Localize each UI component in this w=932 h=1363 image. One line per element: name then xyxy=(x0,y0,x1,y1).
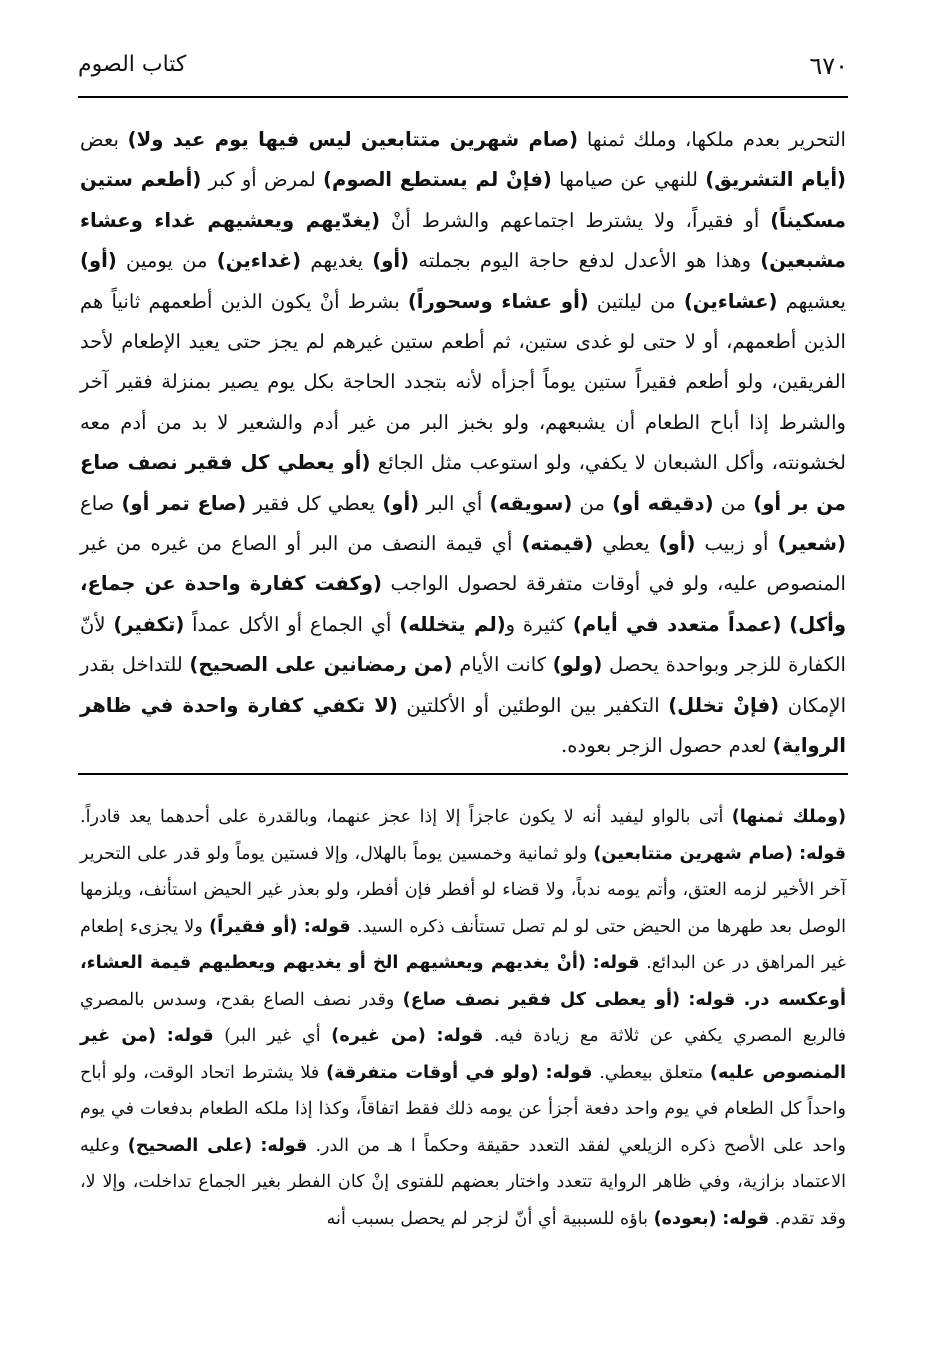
main-text-run: للتداخل بقدر الإمكان xyxy=(80,653,847,717)
footnote-bold-run: (من غير المنصوص عليه) xyxy=(80,1026,846,1083)
main-text-bold-run: (أو عشاء وسحوراً) xyxy=(407,289,589,313)
footnote-run: ولو ثمانية وخمسين يوماً بالهلال، وإلا فستين يوماً ولو قدر على التحرير آخر الأخير لزمه العتق، وأتم يومه ندباً، ولا قضاء لو أفطر فإن أفطر، ولو بعذر غير الحيض استأنف، ويلزمها الوصل بعد طهرها من الحيض حتى لو لم تصل تستأنف ذكره السيد. xyxy=(80,843,847,937)
footnote-run: أتى بالواو ليفيد أنه لا يكون عاجزاً إلا إذا عجز عنهما، وبالقدرة على أحدهما يعد قادراً. xyxy=(80,807,732,827)
main-text-bold-run: (أطعم ستين مسكيناً) xyxy=(80,168,846,232)
main-text-bold-run: (شعير) xyxy=(777,532,846,556)
main-text-bold-run: (غداءين) xyxy=(216,249,302,273)
main-text-bold-run: (فإنْ لم يستطع الصوم) xyxy=(323,168,552,192)
main-text-run: التحرير بعدم ملكها، وملك ثمنها xyxy=(578,128,847,151)
main-text-run: أي قيمة النصف من البر أو الصاع من غيره من غير المنصوص عليه، ولو في أوقات متفرقة لحصول الواجب xyxy=(80,532,846,596)
footnote-run: فلا يشترط اتحاد الوقت، ولو أباح واحداً كل الطعام في يوم واحد دفعة أجزأ عن يومه ذلك فقط اتفاقاً، وكذا إذا ملكه الطعام بدفعات في يوم واحد على الأصح ذكره الزيلعي لفقد التعدد حقيقة وحكماً ا هـ من الدر. xyxy=(80,1062,846,1156)
footnote-bold-run: قوله: xyxy=(722,1208,770,1229)
main-text-run: يعشيهم xyxy=(777,289,846,313)
footnote-run xyxy=(735,990,743,1010)
main-text-bold-run: (سويقه) xyxy=(489,491,573,515)
footnote-run: وعليه الاعتماد بزازية، وفي ظاهر الرواية تتعدد واختار بعضهم للفتوى إنْ كان الفطر بغير الجماع تداخلت، وإلا لا، وقد تقدم. xyxy=(80,1135,846,1229)
main-text-run: يغديهم xyxy=(301,249,373,273)
main-text-run: أي البر xyxy=(419,491,490,515)
footnote-bold-run: قوله: xyxy=(592,953,640,973)
footnote-run xyxy=(539,1063,546,1083)
main-text-run: أو فقيراً، ولا يشترط اجتماعهم والشرط أنْ xyxy=(380,208,771,232)
main-text-bold-run: (من رمضانين على الصحيح) xyxy=(189,653,453,677)
main-text-run: يعطي كل فقير xyxy=(246,491,383,515)
main-text-bold-run: (عمداً متعدد في أيام) xyxy=(572,612,782,636)
footnote-run: باؤه للسببية أي أنّ لزجر لم يحصل بسبب أنه xyxy=(326,1208,654,1229)
main-text-run: لمرض أو كبر xyxy=(201,168,324,192)
footnote-bold-run: (بعوده) xyxy=(653,1208,717,1229)
footnote-bold-run: (من غيره) xyxy=(331,1026,426,1046)
footnote-bold-run: قوله: xyxy=(260,1135,308,1156)
main-text-run: أو زبيب xyxy=(695,532,778,556)
main-text-bold-run: (أو) xyxy=(658,532,696,556)
main-text-run: لعدم حصول الزجر بعوده. xyxy=(561,734,773,758)
main-text-bold-run: (قيمته) xyxy=(521,532,594,556)
footnote-bold-run: قوله: xyxy=(688,989,736,1010)
main-text-bold-run: (أيام التشريق) xyxy=(705,168,846,192)
main-text-run: وهذا هو الأعدل لدفع حاجة اليوم بجملته xyxy=(409,249,761,273)
main-text-run: كانت الأيام xyxy=(452,653,553,677)
main-text-run: التكفير بين الوطئين أو الأكلتين xyxy=(397,693,669,717)
main-text-run: بعض xyxy=(80,128,128,151)
book-title: كتاب الصوم xyxy=(78,52,187,77)
main-text-run: من يومين xyxy=(116,249,217,273)
main-text-run: من xyxy=(713,491,754,515)
footnote-run: أي غير البر) xyxy=(213,1026,332,1046)
main-text-run: يعطي xyxy=(593,532,659,556)
footnote-bold-run: (أو فقيراً) xyxy=(209,916,298,937)
footnote-run xyxy=(586,953,593,973)
main-text-bold-run: (أو) xyxy=(80,249,117,273)
main-text-bold-run: (وكفت كفارة واحدة عن جماع، وأكل) xyxy=(80,572,847,636)
header-divider xyxy=(78,96,848,98)
footnote-bold-run: (ولو في أوقات متفرقة) xyxy=(326,1062,539,1083)
main-text-run: أي الجماع أو الأكل عمداً xyxy=(184,612,400,636)
footnote-bold-run: قوله: xyxy=(436,1026,484,1046)
main-text-run: من xyxy=(572,491,613,515)
main-text-run: لأنّ الكفارة للزجر وبواحدة يحصل xyxy=(80,612,846,677)
footnote-run: متعلق بيعطي. xyxy=(592,1062,710,1083)
footnote-bold-run: (أنْ يغديهم ويعشيهم الخ أو يغديهم ويعطيهم قيمة العشاء، أوعكسه در. xyxy=(80,953,847,1010)
footnote-divider xyxy=(78,773,848,775)
footnote-run xyxy=(156,1026,167,1046)
main-text-bold-run: (أو) xyxy=(382,491,420,515)
main-text-run: بشرط أنْ يكون الذين أطعمهم ثانياً هم الذين أطعمهم، أو لا حتى لو غدى ستين، ثم أطعم ستين غيرهم لم يجز حتى يعيد الإطعام لأحد الفريقين، ولو أطعم فقيراً ستين يوماً أجزأه لأنه بتجدد الحاجة بكل يوم يصير بمنزلة فقير آخر والشرط إذا أباح الطعام أن يشبعهم، ولو بخبز البر من غير أدم والشعير لا بد من أدم معه لخشونته، وأكل الشبعان لا يكفي، ولو استوعب مثل الجائع xyxy=(80,289,846,475)
page-header xyxy=(78,44,848,94)
main-text-bold-run: (ولو) xyxy=(552,653,603,677)
main-text-bold-run: (أو) xyxy=(372,249,410,273)
main-text-run: صاع xyxy=(80,491,122,515)
main-text-run: من ليلتين xyxy=(588,289,684,313)
main-text-bold-run: (فإنْ تخلل) xyxy=(668,693,780,717)
main-text-run: كثيرة و xyxy=(505,612,573,636)
footnote-bold-run: (أو يعطى كل فقير نصف صاع) xyxy=(402,989,681,1010)
main-text-bold-run: (دقيقه أو) xyxy=(612,491,714,515)
footnote-bold-run: قوله: xyxy=(799,843,846,864)
main-text-bold-run: (عشاءين) xyxy=(683,289,778,313)
main-text-bold-run: (لا تكفي كفارة واحدة في ظاهر الرواية) xyxy=(80,693,846,758)
footnote-bold-run: (صام شهرين متتابعين) xyxy=(593,843,793,864)
main-text-bold-run: (لم يتخلله) xyxy=(399,612,506,636)
footnote-run xyxy=(426,1026,437,1046)
main-text-bold-run: (تكفير) xyxy=(113,612,185,636)
main-text-bold-run: (صاع تمر أو) xyxy=(121,491,247,515)
main-text-run: للنهي عن صيامها xyxy=(551,168,706,192)
footnote-bold-run: قوله: xyxy=(303,916,351,937)
footnote-bold-run: (وملك ثمنها) xyxy=(731,807,846,827)
footnotes-body xyxy=(80,799,846,1329)
page-number: ٦٧٠ xyxy=(809,52,848,80)
footnote-run: ولا يجزىء إطعام غير المراهق در عن البدائع. xyxy=(80,916,847,973)
main-text-body xyxy=(80,120,846,768)
main-text-bold-run: (يغدّيهم ويعشيهم غداء وعشاء مشبعين) xyxy=(80,208,847,273)
footnote-run: وقدر نصف الصاع بقدح، وسدس بالمصري فالربع المصري يكفي عن ثلاثة مع زيادة فيه. xyxy=(80,989,846,1046)
main-text-bold-run: (صام شهرين متتابعين ليس فيها يوم عيد ولا) xyxy=(127,128,579,151)
footnote-bold-run: قوله: xyxy=(545,1062,593,1083)
footnote-bold-run: قوله: xyxy=(166,1026,214,1046)
main-text-bold-run: (أو يعطي كل فقير نصف صاع من بر أو) xyxy=(80,451,846,515)
footnote-bold-run: (على الصحيح) xyxy=(127,1135,253,1156)
